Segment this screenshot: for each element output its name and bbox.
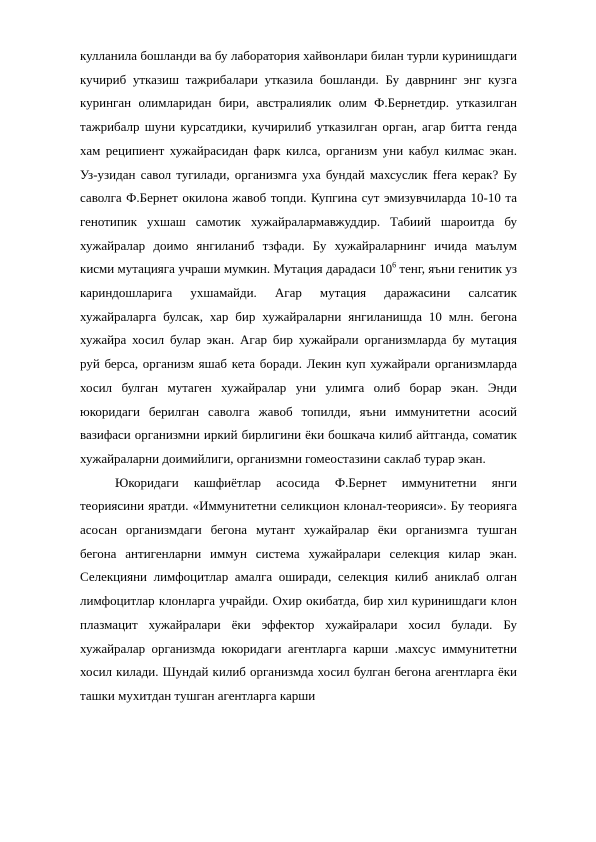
- superscript-exponent: 6: [392, 261, 397, 270]
- document-page: [80, 44, 517, 708]
- paragraph-1: [80, 44, 517, 471]
- paragraph-1-text-b: тенг, яъни генитик уз кариндошларига ухшамайди. Агар мутация даражасини салсатик хужайраларга булсак, хар бир хужайраларни янгиланишда 10 млн. бегона хужайра хосил булар экан. Агар бир хужайрали организмларда бу мутация руй берса, организм яшаб кета боради. Лекин куп хужайрали организмларда хосил булган мутаген хужайралар уни улимга олиб борар экан. Энди юкоридаги берилган саволга жавоб топилди, яъни иммунитетни асосий вазифаси организмни иркий бирлигини ёки бошкача килиб айтганда, соматик хужайраларни доимийлиги, организмни гомеостазини саклаб турар экан.: [80, 261, 517, 466]
- paragraph-2: [80, 471, 517, 708]
- paragraph-1-text-a: кулланила бошланди ва бу лаборатория хайвонлари билан турли куринишдаги кучириб утказиш тажрибалари утказила бошланди. Бу даврнинг энг кузга куринган олимларидан бири, австралиялик олим Ф.Бернетдир. утказилган тажрибалр шуни курсатдики, кучирилиб утказилган орган, агар битта генда хам реципиент хужайрасидан фарк килса, организм уни кабул килмас экан. Уз-узидан савол тугилади, организмга уха бундай махсуслик ffera керак? Бу саволга Ф.Бернет окилона жавоб топди. Купгина сут эмизувчиларда 10-10 та генотипик ухшаш самотик хужайралармавжуддир. Табиий шароитда бу хужайралар доимо янгиланиб тзфади. Бу хужайраларнинг ичида маълум кисми мутацияга учраши мумкин. Мутация дарадаси 10: [80, 48, 517, 277]
- paragraph-2-text: Юкоридаги кашфиётлар асосида Ф.Бернет иммунитетни янги теориясини яратди. «Иммунитетни селикцион клонал-теорияси». Бу теорияга асосан организмдаги бегона мутант хужайралар ёки организмга тушган бегона антигенларни иммун система хужайралари селекция килар экан. Селекцияни лимфоцитлар амалга оширади, селекция килиб аниклаб олган лимфоцитлар клонларга учрайди. Охир окибатда, бир хил куринишдаги клон плазмацит хужайралари ёки эффектор хужайралари хосил булади. Бу хужайралар организмда юкоридаги агентларга карши .махсус иммунитетни хосил килади. Шундай килиб организмда хосил булган бегона агентларга ёки ташки мухитдан тушган агентларга карши: [80, 474, 517, 703]
